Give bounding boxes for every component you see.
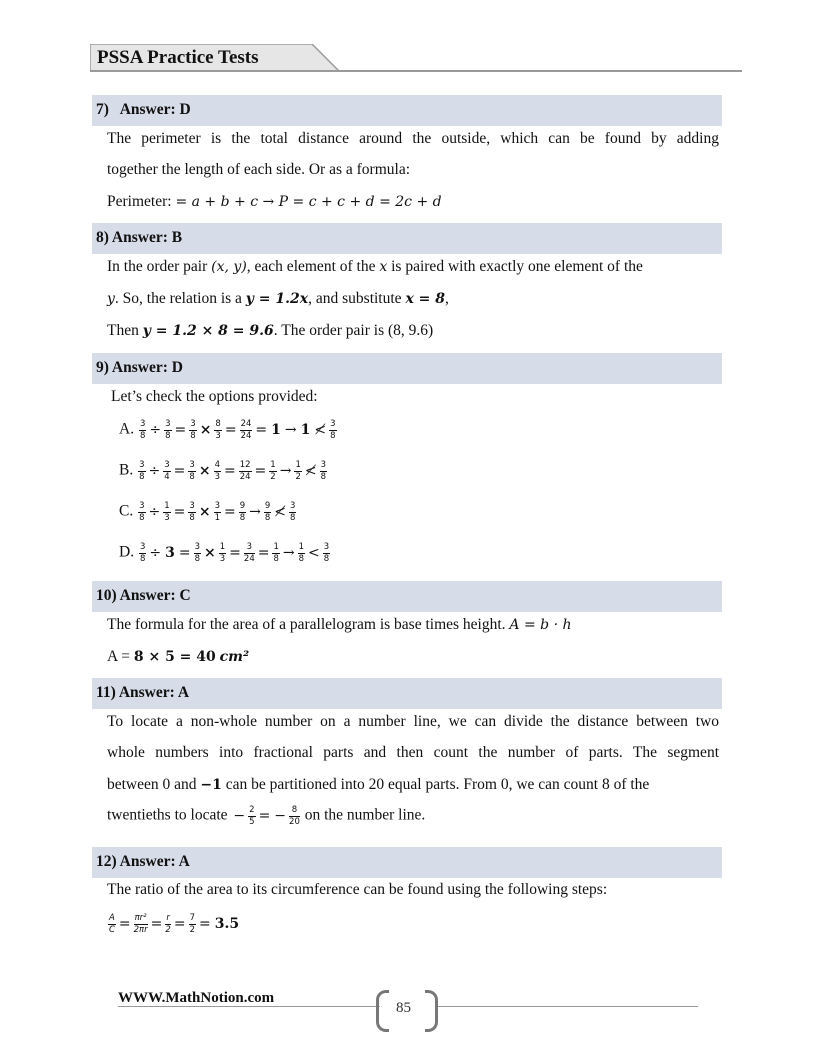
text-fragment: . So, the relation is a [114, 290, 242, 307]
q7-text-line-2: together the length of each side. Or as a formula: [107, 161, 410, 178]
area-computation: 8 × 5 = 40 [133, 649, 216, 665]
answer-label: Answer: D [119, 101, 191, 118]
text-fragment: between 0 and [107, 776, 197, 793]
ratio-result: 3.5 [214, 916, 240, 932]
q9-option-b: B. $\frac{3}{8}$ ÷ $\frac{3}{4}$ = $\frac{3}{8}$ × $\frac{4}{3}$ = $\frac{12}{24}$ = $\frac{1}{2}$ → $\frac{1}{2}$ ≮ $\frac{3}{8}$ [119, 460, 327, 482]
option-letter: C. [119, 502, 134, 520]
q11-text-line-3 [107, 776, 719, 794]
q9-option-d: D. $\frac{3}{8}$ ÷ 3 = $\frac{3}{8}$ × $\frac{1}{3}$ = $\frac{3}{24}$ = $\frac{1}{8}$ → $\frac{1}{8}$ < $\frac{3}{8}$ [119, 542, 330, 564]
question-number: 12 [96, 853, 112, 870]
answer-heading-12 [92, 847, 722, 878]
q7-text-line-1: The perimeter is the total distance around the outside, which can be found by adding [107, 130, 719, 147]
page-number: 85 [396, 1000, 411, 1016]
relation-equation: y = 1.2x [245, 291, 309, 307]
q9-option-a: A. $\frac{3}{8}$ ÷ $\frac{3}{8}$ = $\frac{3}{8}$ × $\frac{8}{3}$ = $\frac{24}{24}$ = 1 → 1 ≮ $\frac{3}{8}$ [119, 419, 336, 441]
answer-heading-7 [92, 95, 722, 126]
answer-label: ) Answer: D [103, 359, 183, 376]
computation-equation: y = 1.2 × 8 = 9.6 [142, 323, 274, 339]
q11-text-line-2: whole numbers into fractional parts and then count the number of parts. The segment [107, 744, 719, 761]
question-number: 9 [96, 359, 104, 376]
option-letter: A. [119, 420, 135, 438]
q9-option-c: C. $\frac{3}{8}$ ÷ $\frac{1}{3}$ = $\frac{3}{8}$ × $\frac{3}{1}$ = $\frac{9}{8}$ → $\frac{9}{8}$ ≮ $\frac{3}{8}$ [119, 501, 296, 523]
variable-y: y [107, 291, 115, 307]
text-fragment: on the number line. [304, 806, 426, 824]
footer-rule-left [118, 1006, 380, 1007]
variable-x: x [379, 259, 388, 275]
answer-heading-10 [92, 581, 722, 612]
answer-heading-9 [92, 353, 722, 384]
question-number: 7) [96, 101, 109, 118]
q7-formula [107, 193, 719, 211]
q10-text-line-2 [107, 648, 719, 666]
answer-heading-8 [92, 223, 722, 254]
answer-heading-11 [92, 678, 722, 709]
text-fragment: The formula for the area of a parallelogram is base times height. [107, 616, 506, 633]
footer-rule-right [438, 1006, 698, 1007]
text-fragment: can be partitioned into 20 equal parts. From 0, we can count 8 of the [225, 776, 650, 793]
q12-text-line-1: The ratio of the area to its circumference can be found using the following steps: [107, 881, 608, 898]
q8-text-line-3 [107, 322, 719, 340]
q11-text-line-1: To locate a non-whole number on a number line, we can divide the distance between two [107, 713, 719, 730]
page-header-title: PSSA Practice Tests [97, 47, 259, 68]
text-fragment: In the order pair [107, 258, 208, 275]
q8-text-line-2 [107, 290, 719, 308]
question-number: 10 [96, 587, 112, 604]
area-formula: A = b · h [509, 617, 572, 633]
text-fragment: , each element of the [246, 258, 376, 275]
question-number: 11 [96, 684, 111, 701]
text-fragment: . The order pair is (8, 9.6) [273, 322, 434, 339]
q8-text-line-1 [107, 258, 719, 276]
text-fragment: twentieths to locate [107, 806, 228, 824]
option-letter: D. [119, 543, 135, 561]
option-letter: B. [119, 461, 134, 479]
q12-ratio-computation: $\frac{A}{C}$ = $\frac{\text{πr²}}{2\pi r}$ = $\frac{r}{2}$ = $\frac{7}{2}$ = 3.5 [108, 913, 240, 935]
answer-label: ) Answer: C [111, 587, 191, 604]
area-unit: cm² [219, 649, 250, 665]
q9-intro: Let’s check the options provided: [111, 388, 318, 405]
text-fragment: , [445, 290, 449, 307]
answer-label: ) Answer: A [110, 684, 190, 701]
question-number: 8 [96, 229, 104, 246]
footer-website: WWW.MathNotion.com [118, 990, 275, 1006]
answer-label: ) Answer: A [111, 853, 190, 870]
text-fragment: , and substitute [308, 290, 402, 307]
ordered-pair-math: (x, y) [211, 259, 247, 275]
substitution-equation: x = 8 [405, 291, 446, 307]
perimeter-formula: = a + b + c → P = c + c + d = 2c + d [175, 194, 442, 210]
text-fragment: Then [107, 322, 139, 339]
formula-label: Perimeter: [107, 193, 172, 210]
answer-label: ) Answer: B [103, 229, 183, 246]
q11-text-line-4: twentieths to locate − $\frac{2}{5}$ = − $\frac{8}{20}$ on the number line. [107, 805, 426, 827]
text-fragment: is paired with exactly one element of the [391, 258, 643, 275]
header-rule [90, 70, 742, 72]
footer-bracket-right [425, 990, 438, 1032]
negative-one: −1 [200, 777, 222, 793]
text-fragment: A = [107, 648, 130, 665]
footer-bracket-left [376, 990, 389, 1032]
q10-text-line-1 [107, 616, 719, 634]
